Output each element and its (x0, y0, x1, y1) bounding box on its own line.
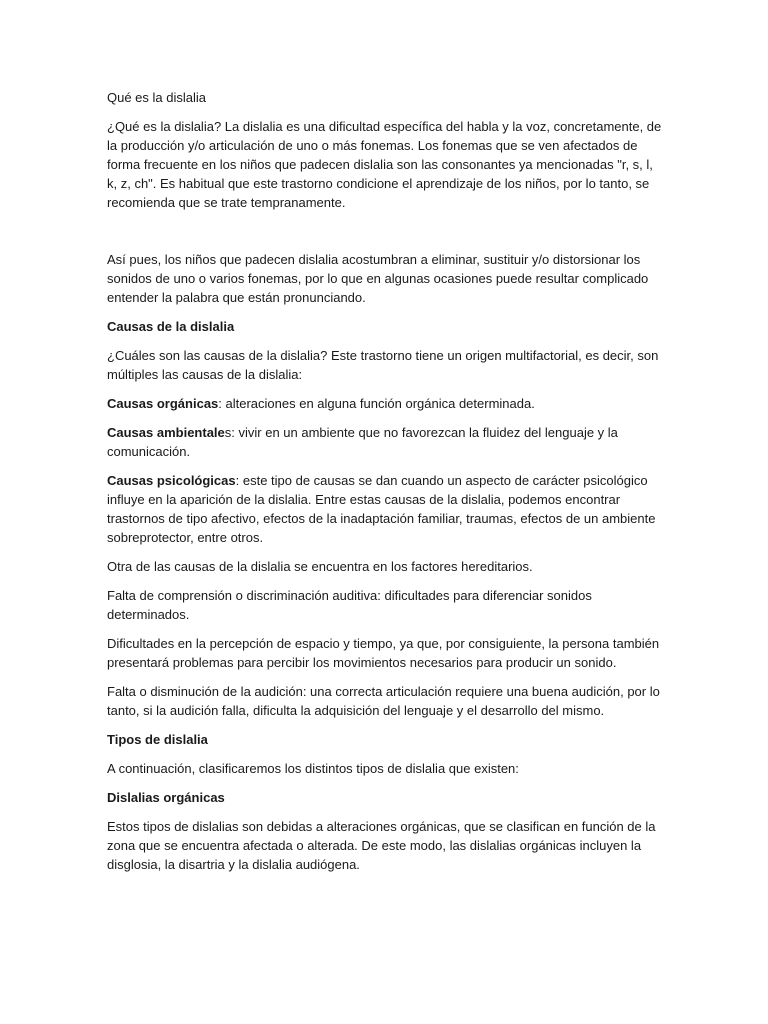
organic-causes-text: : alteraciones en alguna función orgánica determinada. (218, 396, 535, 411)
types-intro: A continuación, clasificaremos los distintos tipos de dislalia que existen: (107, 761, 519, 776)
hereditary-paragraph: Otra de las causas de la dislalia se encuentra en los factores hereditarios. (107, 559, 533, 574)
psychological-causes (107, 471, 663, 547)
psychological-causes-text: : este tipo de causas se dan cuando un aspecto de carácter psicológico influye en la aparición de la dislalia. Entre estas causas de la dislalia, podemos encontrar trastornos de tipo afectivo, efectos de la inadaptación familiar, traumas, efectos de un ambiente sobreprotector, entre otros. (107, 473, 656, 545)
spacer (107, 222, 663, 250)
hearing-paragraph: Falta o disminución de la audición: una correcta articulación requiere una buena audición, por lo tanto, si la audición falla, dificulta la adquisición del lenguaje y el desarrollo del mismo. (107, 684, 660, 718)
psychological-causes-label: Causas psicológicas (107, 473, 236, 488)
causes-heading: Causas de la dislalia (107, 319, 235, 334)
organic-causes-label: Causas orgánicas (107, 396, 219, 411)
organic-types-paragraph: Estos tipos de dislalias son debidas a alteraciones orgánicas, que se clasifican en función de la zona que se encuentra afectada o alterada. De este modo, las dislalias orgánicas incluyen la disglosia, la disartria y la dislalia audiógena. (107, 819, 656, 872)
environmental-causes-label: Causas ambientale (107, 425, 225, 440)
organic-causes (107, 394, 663, 413)
spatial-paragraph: Dificultades en la percepción de espacio y tiempo, ya que, por consiguiente, la persona también presentará problemas para percibir los movimientos necesarios para producir un sonido. (107, 636, 660, 670)
environmental-causes-text: s: vivir en un ambiente que no favorezcan la fluidez del lenguaje y la comunicación. (107, 425, 618, 459)
organic-types-heading: Dislalias orgánicas (107, 790, 225, 805)
intro-paragraph: ¿Qué es la dislalia? La dislalia es una dificultad específica del habla y la voz, concretamente, de la producción y/o articulación de uno o más fonemas. Los fonemas que se ven afectados de forma frecuente en los niños que padecen dislalia son las consonantes ya mencionadas "r, s, l, k, z, ch". Es habitual que este trastorno condicione el aprendizaje de los niños, por lo tanto, se recomienda que se trate tempranamente. (107, 119, 662, 210)
causes-intro: ¿Cuáles son las causas de la dislalia? Este trastorno tiene un origen multifactorial, es decir, son múltiples las causas de la dislalia: (107, 348, 659, 382)
types-heading: Tipos de dislalia (107, 732, 208, 747)
document-title: Qué es la dislalia (107, 90, 206, 105)
auditory-paragraph: Falta de comprensión o discriminación auditiva: dificultades para diferenciar sonidos determinados. (107, 588, 592, 622)
environmental-causes (107, 423, 663, 461)
paragraph-2: Así pues, los niños que padecen dislalia acostumbran a eliminar, sustituir y/o distorsionar los sonidos de uno o varios fonemas, por lo que en algunas ocasiones puede resultar complicado entender la palabra que están pronunciando. (107, 252, 649, 305)
document-page (107, 88, 663, 884)
